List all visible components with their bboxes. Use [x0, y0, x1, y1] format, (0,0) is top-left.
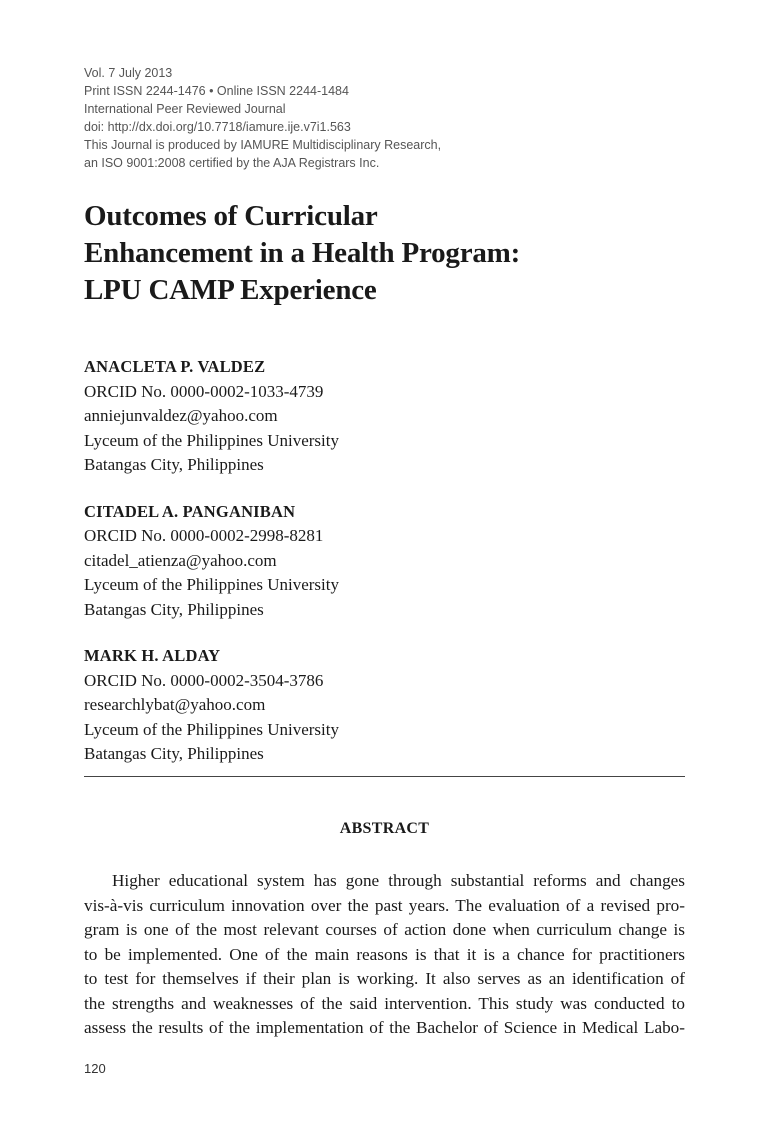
abstract-line: to test for themselves if their plan is working. It also serves as an identification of [84, 969, 685, 988]
producer-line: This Journal is produced by IAMURE Multidisciplinary Research, [84, 138, 442, 152]
paper-title [84, 198, 520, 309]
author-email: citadel_atienza@yahoo.com [84, 550, 277, 570]
author-institution: Lyceum of the Philippines University [84, 430, 339, 450]
author-name: MARK H. ALDAY [84, 646, 221, 665]
author-institution: Lyceum of the Philippines University [84, 575, 339, 594]
abstract-line: the strengths and weaknesses of the said intervention. This study was conducted to [84, 993, 685, 1013]
issn-line: Print ISSN 2244-1476 • Online ISSN 2244-1484 [84, 84, 349, 98]
author-email: researchlybat@yahoo.com [84, 695, 266, 714]
section-divider [84, 776, 685, 777]
review-type-line: International Peer Reviewed Journal [84, 102, 286, 116]
author-institution: Lyceum of the Philippines University [84, 719, 339, 739]
abstract-line: gram is one of the most relevant courses of action done when curriculum change is [84, 920, 685, 939]
abstract-line: Higher educational system has gone through substantial reforms and changes [112, 871, 685, 890]
abstract-text [84, 869, 685, 1041]
author-orcid: ORCID No. 0000-0002-3504-3786 [84, 670, 324, 690]
volume-line: Vol. 7 July 2013 [84, 66, 173, 80]
title-line: Enhancement in a Health Program: [84, 237, 521, 269]
page-number: 120 [84, 1061, 106, 1076]
author-email: anniejunvaldez@yahoo.com [84, 406, 278, 425]
doi-line: doi: http://dx.doi.org/10.7718/iamure.ije.v7i1.563 [84, 120, 351, 134]
author-location: Batangas City, Philippines [84, 455, 264, 474]
author-block [84, 500, 694, 623]
abstract-line: vis-à-vis curriculum innovation over the past years. The evaluation of a revised pro- [84, 895, 685, 915]
author-name: ANACLETA P. VALDEZ [84, 357, 266, 376]
author-list [84, 355, 694, 789]
author-name: CITADEL A. PANGANIBAN [84, 501, 296, 521]
author-location: Batangas City, Philippines [84, 599, 264, 619]
author-block [84, 644, 694, 767]
author-orcid: ORCID No. 0000-0002-2998-8281 [84, 526, 324, 545]
author-orcid: ORCID No. 0000-0002-1033-4739 [84, 381, 324, 401]
title-line: LPU CAMP Experience [84, 274, 377, 306]
journal-metadata [84, 64, 441, 172]
author-location: Batangas City, Philippines [84, 744, 264, 763]
certification-line: an ISO 9001:2008 certified by the AJA Registrars Inc. [84, 156, 380, 170]
author-block [84, 355, 694, 478]
abstract-line: assess the results of the implementation of the Bachelor of Science in Medical Labo- [84, 1018, 685, 1037]
abstract-heading: ABSTRACT [339, 820, 430, 837]
abstract-line: to be implemented. One of the main reasons is that it is a chance for practitioners [84, 944, 685, 964]
title-line: Outcomes of Curricular [84, 200, 378, 232]
